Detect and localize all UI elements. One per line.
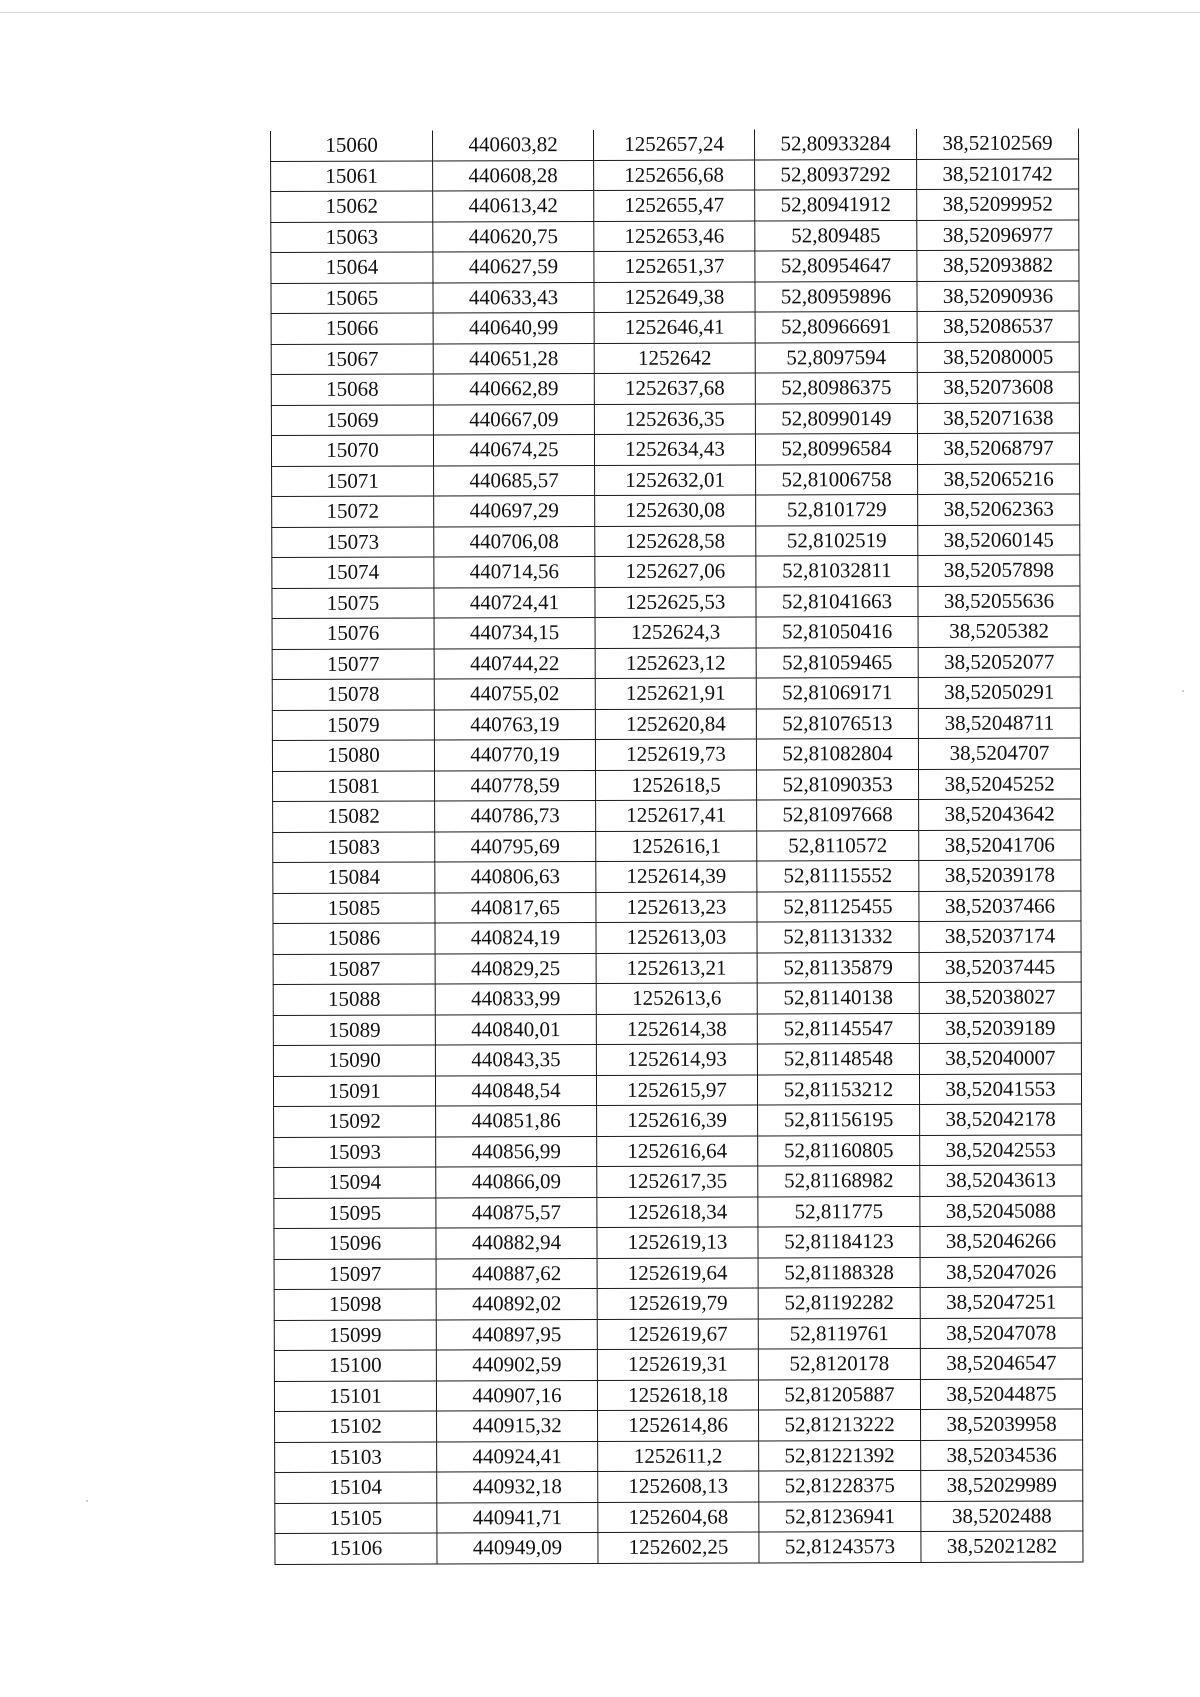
table-row — [275, 1409, 1083, 1442]
scan-speck — [86, 1500, 88, 1502]
latitude-cell: 52,8119761 — [758, 1318, 920, 1349]
latitude-cell: 52,81050416 — [756, 616, 918, 647]
longitude-cell: 38,52046266 — [920, 1226, 1082, 1257]
point-number-cell: 15060 — [271, 130, 433, 161]
x-coordinate-cell: 440778,59 — [435, 770, 596, 801]
x-coordinate-cell: 440608,28 — [433, 160, 594, 191]
latitude-cell: 52,81156195 — [758, 1104, 920, 1135]
x-coordinate-cell: 440851,86 — [436, 1105, 597, 1136]
table-row — [274, 1348, 1082, 1381]
y-coordinate-cell: 1252651,37 — [594, 251, 755, 282]
table-row — [271, 311, 1079, 344]
point-number-cell: 15064 — [271, 252, 433, 283]
latitude-cell: 52,8110572 — [757, 830, 919, 861]
y-coordinate-cell: 1252618,5 — [596, 769, 757, 800]
point-number-cell: 15098 — [274, 1289, 436, 1320]
x-coordinate-cell: 440806,63 — [435, 861, 596, 892]
point-number-cell: 15105 — [275, 1502, 437, 1533]
x-coordinate-cell: 440932,18 — [437, 1471, 598, 1502]
longitude-cell: 38,52073608 — [917, 372, 1079, 403]
y-coordinate-cell: 1252613,03 — [596, 922, 757, 953]
y-coordinate-cell: 1252627,06 — [595, 556, 756, 587]
latitude-cell: 52,81135879 — [757, 952, 919, 983]
y-coordinate-cell: 1252614,93 — [596, 1044, 757, 1075]
y-coordinate-cell: 1252614,39 — [596, 861, 757, 892]
x-coordinate-cell: 440856,99 — [436, 1136, 597, 1167]
longitude-cell: 38,52043642 — [919, 799, 1081, 830]
point-number-cell: 15087 — [273, 953, 435, 984]
longitude-cell: 38,52047251 — [920, 1287, 1082, 1318]
y-coordinate-cell: 1252619,64 — [597, 1257, 758, 1288]
x-coordinate-cell: 440755,02 — [434, 678, 595, 709]
y-coordinate-cell: 1252624,3 — [595, 617, 756, 648]
point-number-cell: 15076 — [272, 618, 434, 649]
longitude-cell: 38,52062363 — [918, 494, 1080, 525]
longitude-cell: 38,52096977 — [917, 219, 1079, 250]
y-coordinate-cell: 1252614,86 — [598, 1410, 759, 1441]
scan-edge-line — [0, 12, 1200, 13]
longitude-cell: 38,52080005 — [917, 341, 1079, 372]
table-row — [271, 158, 1079, 191]
latitude-cell: 52,81069171 — [756, 677, 918, 708]
y-coordinate-cell: 1252619,67 — [597, 1318, 758, 1349]
x-coordinate-cell: 440907,16 — [436, 1380, 597, 1411]
table-row — [273, 860, 1081, 893]
point-number-cell: 15074 — [272, 557, 434, 588]
y-coordinate-cell: 1252656,68 — [594, 159, 755, 190]
latitude-cell: 52,81243573 — [759, 1531, 921, 1562]
table-row — [274, 1317, 1082, 1350]
longitude-cell: 38,52045088 — [920, 1195, 1082, 1226]
longitude-cell: 38,52101742 — [917, 158, 1079, 189]
x-coordinate-cell: 440770,19 — [434, 739, 595, 770]
y-coordinate-cell: 1252604,68 — [598, 1501, 759, 1532]
table-row — [273, 951, 1081, 984]
latitude-cell: 52,81076513 — [756, 708, 918, 739]
longitude-cell: 38,52038027 — [919, 982, 1081, 1013]
x-coordinate-cell: 440915,32 — [437, 1410, 598, 1441]
latitude-cell: 52,81059465 — [756, 647, 918, 678]
point-number-cell: 15061 — [271, 160, 433, 191]
y-coordinate-cell: 1252623,12 — [595, 647, 756, 678]
latitude-cell: 52,809485 — [755, 220, 917, 251]
x-coordinate-cell: 440640,99 — [433, 312, 594, 343]
longitude-cell: 38,52060145 — [918, 524, 1080, 555]
y-coordinate-cell: 1252630,08 — [595, 495, 756, 526]
longitude-cell: 38,52065216 — [918, 463, 1080, 494]
latitude-cell: 52,81168982 — [758, 1165, 920, 1196]
y-coordinate-cell: 1252615,97 — [596, 1074, 757, 1105]
y-coordinate-cell: 1252616,39 — [597, 1105, 758, 1136]
x-coordinate-cell: 440829,25 — [435, 953, 596, 984]
longitude-cell: 38,52050291 — [918, 677, 1080, 708]
longitude-cell: 38,5205382 — [918, 616, 1080, 647]
x-coordinate-cell: 440902,59 — [436, 1349, 597, 1380]
point-number-cell: 15099 — [274, 1319, 436, 1350]
point-number-cell: 15092 — [274, 1106, 436, 1137]
y-coordinate-cell: 1252628,58 — [595, 525, 756, 556]
longitude-cell: 38,52102569 — [916, 128, 1078, 159]
longitude-cell: 38,52039189 — [919, 1012, 1081, 1043]
latitude-cell: 52,81160805 — [758, 1135, 920, 1166]
latitude-cell: 52,811775 — [758, 1196, 920, 1227]
y-coordinate-cell: 1252613,21 — [596, 952, 757, 983]
latitude-cell: 52,81153212 — [757, 1074, 919, 1105]
longitude-cell: 38,5204707 — [918, 738, 1080, 769]
latitude-cell: 52,81032811 — [756, 555, 918, 586]
y-coordinate-cell: 1252608,13 — [598, 1471, 759, 1502]
latitude-cell: 52,81228375 — [759, 1470, 921, 1501]
x-coordinate-cell: 440941,71 — [437, 1502, 598, 1533]
table-row — [271, 433, 1079, 466]
y-coordinate-cell: 1252602,25 — [598, 1532, 759, 1563]
y-coordinate-cell: 1252636,35 — [594, 403, 755, 434]
x-coordinate-cell: 440949,09 — [437, 1532, 598, 1563]
longitude-cell: 38,52093882 — [917, 250, 1079, 281]
y-coordinate-cell: 1252657,24 — [593, 129, 754, 160]
table-row — [273, 1012, 1081, 1045]
y-coordinate-cell: 1252625,53 — [595, 586, 756, 617]
x-coordinate-cell: 440662,89 — [433, 373, 594, 404]
latitude-cell: 52,81188328 — [758, 1257, 920, 1288]
latitude-cell: 52,80959896 — [755, 281, 917, 312]
coordinates-table-body — [271, 128, 1083, 1564]
point-number-cell: 15103 — [275, 1441, 437, 1472]
x-coordinate-cell: 440603,82 — [432, 130, 593, 161]
x-coordinate-cell: 440674,25 — [433, 434, 594, 465]
y-coordinate-cell: 1252621,91 — [595, 678, 756, 709]
latitude-cell: 52,81148548 — [757, 1043, 919, 1074]
longitude-cell: 38,52048711 — [918, 707, 1080, 738]
x-coordinate-cell: 440824,19 — [435, 922, 596, 953]
table-row — [272, 494, 1080, 527]
latitude-cell: 52,81145547 — [757, 1013, 919, 1044]
point-number-cell: 15077 — [272, 648, 434, 679]
longitude-cell: 38,52037174 — [919, 921, 1081, 952]
latitude-cell: 52,81131332 — [757, 921, 919, 952]
table-row — [273, 1073, 1081, 1106]
x-coordinate-cell: 440840,01 — [435, 1014, 596, 1045]
x-coordinate-cell: 440795,69 — [435, 831, 596, 862]
table-row — [273, 890, 1081, 923]
longitude-cell: 38,52034536 — [921, 1439, 1083, 1470]
table-row — [275, 1470, 1083, 1503]
table-row — [274, 1104, 1082, 1137]
y-coordinate-cell: 1252616,64 — [597, 1135, 758, 1166]
x-coordinate-cell: 440887,62 — [436, 1258, 597, 1289]
latitude-cell: 52,81097668 — [757, 799, 919, 830]
y-coordinate-cell: 1252634,43 — [594, 434, 755, 465]
table-row — [275, 1439, 1083, 1472]
point-number-cell: 15097 — [274, 1258, 436, 1289]
y-coordinate-cell: 1252632,01 — [595, 464, 756, 495]
x-coordinate-cell: 440706,08 — [434, 526, 595, 557]
coordinates-table — [270, 128, 1083, 1564]
table-row — [274, 1256, 1082, 1289]
y-coordinate-cell: 1252619,13 — [597, 1227, 758, 1258]
point-number-cell: 15078 — [272, 679, 434, 710]
latitude-cell: 52,81221392 — [759, 1440, 921, 1471]
point-number-cell: 15073 — [272, 526, 434, 557]
x-coordinate-cell: 440882,94 — [436, 1227, 597, 1258]
table-row — [274, 1195, 1082, 1228]
point-number-cell: 15096 — [274, 1228, 436, 1259]
latitude-cell: 52,80986375 — [755, 372, 917, 403]
latitude-cell: 52,81213222 — [759, 1409, 921, 1440]
longitude-cell: 38,52044875 — [920, 1378, 1082, 1409]
latitude-cell: 52,80954647 — [755, 250, 917, 281]
point-number-cell: 15094 — [274, 1167, 436, 1198]
x-coordinate-cell: 440843,35 — [435, 1044, 596, 1075]
longitude-cell: 38,52086537 — [917, 311, 1079, 342]
table-row — [274, 1165, 1082, 1198]
table-row — [272, 677, 1080, 710]
latitude-cell: 52,81090353 — [757, 769, 919, 800]
latitude-cell: 52,8097594 — [755, 342, 917, 373]
x-coordinate-cell: 440697,29 — [434, 495, 595, 526]
table-row — [271, 128, 1079, 161]
table-row — [274, 1226, 1082, 1259]
point-number-cell: 15062 — [271, 191, 433, 222]
x-coordinate-cell: 440897,95 — [436, 1319, 597, 1350]
table-row — [271, 189, 1079, 222]
x-coordinate-cell: 440786,73 — [435, 800, 596, 831]
table-row — [273, 768, 1081, 801]
y-coordinate-cell: 1252637,68 — [594, 373, 755, 404]
table-row — [271, 250, 1079, 283]
point-number-cell: 15070 — [271, 435, 433, 466]
table-row — [272, 463, 1080, 496]
latitude-cell: 52,80996584 — [755, 433, 917, 464]
longitude-cell: 38,52057898 — [918, 555, 1080, 586]
x-coordinate-cell: 440763,19 — [434, 709, 595, 740]
longitude-cell: 38,52071638 — [917, 402, 1079, 433]
point-number-cell: 15063 — [271, 221, 433, 252]
latitude-cell: 52,81041663 — [756, 586, 918, 617]
x-coordinate-cell: 440613,42 — [433, 190, 594, 221]
x-coordinate-cell: 440866,09 — [436, 1166, 597, 1197]
longitude-cell: 38,52055636 — [918, 585, 1080, 616]
point-number-cell: 15067 — [271, 343, 433, 374]
point-number-cell: 15082 — [273, 801, 435, 832]
x-coordinate-cell: 440651,28 — [433, 343, 594, 374]
y-coordinate-cell: 1252614,38 — [596, 1013, 757, 1044]
longitude-cell: 38,52029989 — [921, 1470, 1083, 1501]
table-row — [274, 1287, 1082, 1320]
latitude-cell: 52,81006758 — [756, 464, 918, 495]
point-number-cell: 15066 — [271, 313, 433, 344]
point-number-cell: 15106 — [275, 1533, 437, 1564]
longitude-cell: 38,52099952 — [917, 189, 1079, 220]
longitude-cell: 38,52039958 — [921, 1409, 1083, 1440]
latitude-cell: 52,81236941 — [759, 1501, 921, 1532]
longitude-cell: 38,52037445 — [919, 951, 1081, 982]
y-coordinate-cell: 1252642 — [594, 342, 755, 373]
longitude-cell: 38,52047026 — [920, 1256, 1082, 1287]
longitude-cell: 38,52041706 — [919, 829, 1081, 860]
latitude-cell: 52,81115552 — [757, 860, 919, 891]
point-number-cell: 15065 — [271, 282, 433, 313]
point-number-cell: 15093 — [274, 1136, 436, 1167]
longitude-cell: 38,52041553 — [919, 1073, 1081, 1104]
latitude-cell: 52,81184123 — [758, 1226, 920, 1257]
table-row — [273, 829, 1081, 862]
x-coordinate-cell: 440633,43 — [433, 282, 594, 313]
point-number-cell: 15068 — [271, 374, 433, 405]
y-coordinate-cell: 1252617,35 — [597, 1166, 758, 1197]
x-coordinate-cell: 440833,99 — [435, 983, 596, 1014]
table-row — [272, 707, 1080, 740]
point-number-cell: 15100 — [274, 1350, 436, 1381]
scan-speck — [1182, 690, 1184, 692]
y-coordinate-cell: 1252619,31 — [597, 1349, 758, 1380]
latitude-cell: 52,80937292 — [755, 159, 917, 190]
x-coordinate-cell: 440817,65 — [435, 892, 596, 923]
table-row — [271, 341, 1079, 374]
y-coordinate-cell: 1252613,23 — [596, 891, 757, 922]
y-coordinate-cell: 1252611,2 — [598, 1440, 759, 1471]
latitude-cell: 52,80966691 — [755, 311, 917, 342]
latitude-cell: 52,8101729 — [756, 494, 918, 525]
latitude-cell: 52,8120178 — [758, 1348, 920, 1379]
longitude-cell: 38,52045252 — [919, 768, 1081, 799]
longitude-cell: 38,5202488 — [921, 1500, 1083, 1531]
point-number-cell: 15075 — [272, 587, 434, 618]
y-coordinate-cell: 1252618,18 — [597, 1379, 758, 1410]
point-number-cell: 15079 — [272, 709, 434, 740]
table-row — [271, 402, 1079, 435]
longitude-cell: 38,52037466 — [919, 890, 1081, 921]
longitude-cell: 38,52052077 — [918, 646, 1080, 677]
longitude-cell: 38,52042178 — [920, 1104, 1082, 1135]
point-number-cell: 15089 — [273, 1014, 435, 1045]
latitude-cell: 52,81205887 — [758, 1379, 920, 1410]
latitude-cell: 52,8102519 — [756, 525, 918, 556]
table-row — [273, 982, 1081, 1015]
table-row — [272, 738, 1080, 771]
y-coordinate-cell: 1252655,47 — [594, 190, 755, 221]
point-number-cell: 15090 — [273, 1045, 435, 1076]
x-coordinate-cell: 440714,56 — [434, 556, 595, 587]
x-coordinate-cell: 440724,41 — [434, 587, 595, 618]
point-number-cell: 15071 — [272, 465, 434, 496]
table-row — [271, 372, 1079, 405]
x-coordinate-cell: 440875,57 — [436, 1197, 597, 1228]
x-coordinate-cell: 440744,22 — [434, 648, 595, 679]
table-row — [271, 219, 1079, 252]
point-number-cell: 15095 — [274, 1197, 436, 1228]
latitude-cell: 52,81192282 — [758, 1287, 920, 1318]
point-number-cell: 15084 — [273, 862, 435, 893]
point-number-cell: 15085 — [273, 892, 435, 923]
table-row — [272, 585, 1080, 618]
latitude-cell: 52,81140138 — [757, 982, 919, 1013]
table-row — [273, 1043, 1081, 1076]
table-row — [274, 1378, 1082, 1411]
longitude-cell: 38,52047078 — [920, 1317, 1082, 1348]
table-row — [271, 280, 1079, 313]
table-row — [273, 921, 1081, 954]
x-coordinate-cell: 440734,15 — [434, 617, 595, 648]
y-coordinate-cell: 1252649,38 — [594, 281, 755, 312]
point-number-cell: 15088 — [273, 984, 435, 1015]
point-number-cell: 15091 — [273, 1075, 435, 1106]
x-coordinate-cell: 440620,75 — [433, 221, 594, 252]
table-row — [272, 616, 1080, 649]
point-number-cell: 15080 — [272, 740, 434, 771]
longitude-cell: 38,52021282 — [921, 1531, 1083, 1562]
point-number-cell: 15104 — [275, 1472, 437, 1503]
point-number-cell: 15101 — [274, 1380, 436, 1411]
table-row — [274, 1134, 1082, 1167]
table-row — [275, 1531, 1083, 1564]
latitude-cell: 52,80941912 — [755, 189, 917, 220]
table-row — [275, 1500, 1083, 1533]
table-row — [273, 799, 1081, 832]
latitude-cell: 52,81125455 — [757, 891, 919, 922]
x-coordinate-cell: 440685,57 — [434, 465, 595, 496]
y-coordinate-cell: 1252619,73 — [595, 739, 756, 770]
point-number-cell: 15086 — [273, 923, 435, 954]
table-row — [272, 524, 1080, 557]
latitude-cell: 52,80933284 — [754, 129, 916, 160]
y-coordinate-cell: 1252616,1 — [596, 830, 757, 861]
x-coordinate-cell: 440848,54 — [435, 1075, 596, 1106]
x-coordinate-cell: 440924,41 — [437, 1441, 598, 1472]
y-coordinate-cell: 1252620,84 — [595, 708, 756, 739]
latitude-cell: 52,81082804 — [756, 738, 918, 769]
point-number-cell: 15072 — [272, 496, 434, 527]
longitude-cell: 38,52040007 — [919, 1043, 1081, 1074]
y-coordinate-cell: 1252617,41 — [596, 800, 757, 831]
point-number-cell: 15069 — [271, 404, 433, 435]
longitude-cell: 38,52090936 — [917, 280, 1079, 311]
x-coordinate-cell: 440627,59 — [433, 251, 594, 282]
point-number-cell: 15081 — [273, 770, 435, 801]
x-coordinate-cell: 440892,02 — [436, 1288, 597, 1319]
longitude-cell: 38,52039178 — [919, 860, 1081, 891]
longitude-cell: 38,52068797 — [917, 433, 1079, 464]
y-coordinate-cell: 1252619,79 — [597, 1288, 758, 1319]
y-coordinate-cell: 1252653,46 — [594, 220, 755, 251]
point-number-cell: 15083 — [273, 831, 435, 862]
point-number-cell: 15102 — [275, 1411, 437, 1442]
longitude-cell: 38,52043613 — [920, 1165, 1082, 1196]
latitude-cell: 52,80990149 — [755, 403, 917, 434]
table-row — [272, 646, 1080, 679]
y-coordinate-cell: 1252646,41 — [594, 312, 755, 343]
y-coordinate-cell: 1252613,6 — [596, 983, 757, 1014]
table-row — [272, 555, 1080, 588]
y-coordinate-cell: 1252618,34 — [597, 1196, 758, 1227]
longitude-cell: 38,52042553 — [920, 1134, 1082, 1165]
longitude-cell: 38,52046547 — [920, 1348, 1082, 1379]
x-coordinate-cell: 440667,09 — [433, 404, 594, 435]
